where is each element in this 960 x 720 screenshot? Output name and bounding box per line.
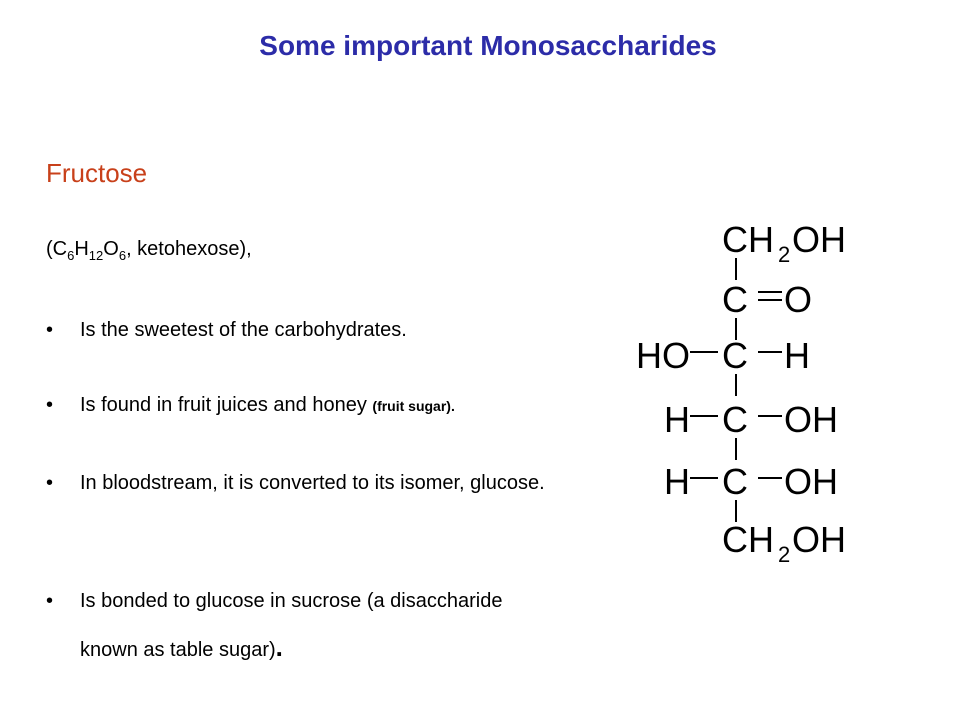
bullet-text: Is the sweetest of the carbohydrates. bbox=[80, 319, 407, 341]
molecular-formula: ($C_6H_{12}O_6$, ketohexose), bbox=[46, 238, 252, 263]
atom-label: CH bbox=[722, 219, 774, 260]
atom-label: H bbox=[664, 461, 690, 502]
atom-label: C bbox=[722, 279, 748, 320]
fruit-sugar-note: (fruit sugar). bbox=[372, 398, 455, 414]
atom-label: OH bbox=[784, 399, 838, 440]
bullet-icon: • bbox=[46, 472, 54, 494]
atom-label: C bbox=[722, 399, 748, 440]
bullet-icon: • bbox=[46, 394, 54, 416]
atom-label: C bbox=[722, 461, 748, 502]
atom-label: CH bbox=[722, 519, 774, 560]
atom-label: O bbox=[784, 279, 813, 320]
bullet-icon: • bbox=[46, 319, 54, 341]
slide-title: Some important Monosaccharides bbox=[259, 30, 717, 61]
atom-label: OH bbox=[792, 519, 846, 560]
atom-label: H bbox=[664, 399, 690, 440]
atom-label: 2 bbox=[778, 242, 791, 267]
atom-label: C bbox=[722, 335, 748, 376]
bullet-text: In bloodstream, it is converted to its isomer, glucose. bbox=[80, 472, 545, 494]
atom-label: HO bbox=[636, 335, 690, 376]
atom-label: 2 bbox=[778, 542, 791, 567]
atom-label: OH bbox=[784, 461, 838, 502]
atom-label: H bbox=[784, 335, 810, 376]
bullet-text: Is found in fruit juices and honey (fruit sugar). bbox=[80, 394, 455, 416]
bullet-icon: • bbox=[46, 590, 54, 612]
subtitle-fructose: Fructose bbox=[46, 158, 148, 188]
bullet-text: Is bonded to glucose in sucrose (a disaccharide known as table sugar). bbox=[80, 590, 503, 662]
atom-label: OH bbox=[792, 219, 846, 260]
fructose-structure-diagram bbox=[620, 200, 860, 580]
